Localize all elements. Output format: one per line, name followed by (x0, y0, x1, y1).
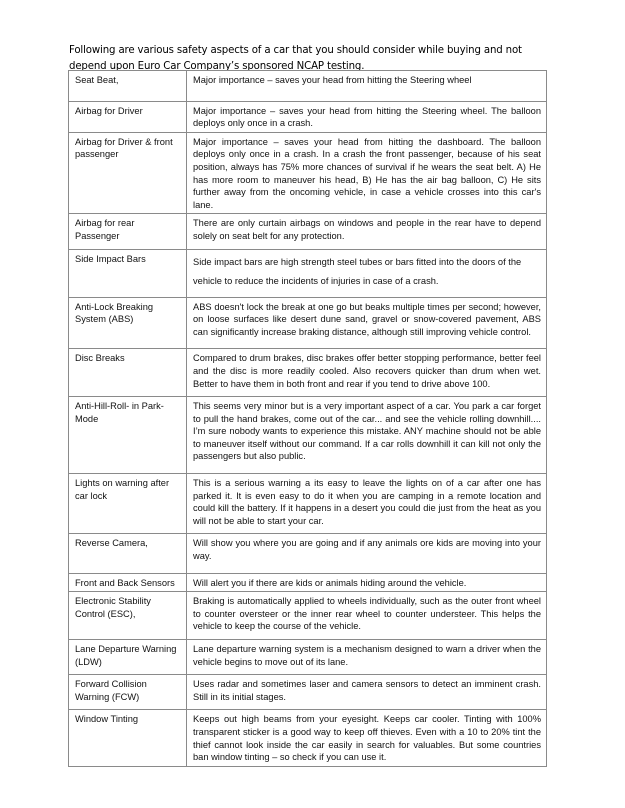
row-term: Seat Beat, (69, 71, 187, 102)
safety-aspects-table (68, 70, 547, 767)
table-row (69, 214, 547, 249)
row-term: Front and Back Sensors (69, 573, 187, 592)
row-description: Lane departure warning system is a mechanism designed to warn a driver when the vehicle begins to move out of its lane. (187, 640, 547, 675)
row-description: Compared to drum brakes, disc brakes offer better stopping performance, better feel and the disc is more readily cooled. Also recovers quicker than drum when wet. Better to have them in both front and rear if you tend to drive above 100. (187, 349, 547, 397)
row-term: Disc Breaks (69, 349, 187, 397)
row-description: This is a serious warning a its easy to leave the lights on of a car after one has parked it. It is even easy to do it when you are camping in a remote location and could kill the battery. If it happens in a desert you could die just from the heat as you will not be able to start your car. (187, 474, 547, 534)
row-term: Forward Collision Warning (FCW) (69, 675, 187, 710)
row-description: Will alert you if there are kids or animals hiding around the vehicle. (187, 573, 547, 592)
row-term: Airbag for Driver (69, 101, 187, 132)
table-row (69, 675, 547, 710)
row-description: ABS doesn't lock the break at one go but beaks multiple times per second; however, on loose surfaces like desert dune sand, gravel or snow-covered pavement, ABS can significantly increase braking distance, although still improving vehicle control. (187, 297, 547, 349)
row-description: Major importance – saves your head from hitting the Steering wheel (187, 71, 547, 102)
row-description: There are only curtain airbags on windows and people in the rear have to depend solely on seat belt for any protection. (187, 214, 547, 249)
table-row (69, 297, 547, 349)
table-row (69, 573, 547, 592)
row-term: Anti-Lock Breaking System (ABS) (69, 297, 187, 349)
row-term: Anti-Hill-Roll- in Park-Mode (69, 397, 187, 474)
row-term: Reverse Camera, (69, 534, 187, 573)
table-row (69, 640, 547, 675)
safety-table-wrapper (68, 70, 546, 767)
table-row (69, 397, 547, 474)
row-description: Braking is automatically applied to wheels individually, such as the outer front wheel to counter oversteer or the inner rear wheel to counter understeer. This helps the vehicle to keep the course of the vehicle. (187, 592, 547, 640)
intro-paragraph: Following are various safety aspects of a car that you should consider while buying and not depend upon Euro Car Company’s sponsored NCAP testing. (69, 45, 522, 72)
table-row (69, 132, 547, 214)
row-description: Major importance – saves your head from hitting the Steering wheel. The balloon deploys only once in a crash. (187, 101, 547, 132)
row-term: Airbag for Driver & front passenger (69, 132, 187, 214)
table-row (69, 592, 547, 640)
row-description: Will show you where you are going and if any animals ore kids are moving into your way. (187, 534, 547, 573)
row-description: Side impact bars are high strength steel tubes or bars fitted into the doors of the vehicle to reduce the incidents of injuries in case of a crash. (187, 249, 547, 297)
table-row (69, 249, 547, 297)
row-term: Window Tinting (69, 710, 187, 766)
table-row (69, 710, 547, 766)
table-row (69, 534, 547, 573)
row-term: Side Impact Bars (69, 249, 187, 297)
row-term: Lane Departure Warning (LDW) (69, 640, 187, 675)
table-row (69, 349, 547, 397)
row-term: Lights on warning after car lock (69, 474, 187, 534)
row-term: Airbag for rear Passenger (69, 214, 187, 249)
row-description: Keeps out high beams from your eyesight. Keeps car cooler. Tinting with 100% transparent sticker is a good way to keep off thieves. Even with a 10 to 20% tint the thief cannot look inside the car easily in search for valuables. But some countries ban window tinting – so check if you can use it. (187, 710, 547, 766)
row-description: Major importance – saves your head from hitting the dashboard. The balloon deploys only once in a crash. In a crash the front passenger, because of his seat position, always has 75% more chances of survival if he wears the seat belt. A) He has more room to maneuver his head, B) He has the air bag balloon, C) He sits further away from the oncoming vehicle, in case a vehicle crosses into this car's lane. (187, 132, 547, 214)
row-description: This seems very minor but is a very important aspect of a car. You park a car forget to pull the hand brakes, come out of the car... and see the vehicle rolling downhill.... I’m sure nobody wants to experience this mistake. ANY machine should not be able to maneuver itself without our command. If a car rolls downhill it can kill not only the passengers but also public. (187, 397, 547, 474)
table-row (69, 101, 547, 132)
row-description: Uses radar and sometimes laser and camera sensors to detect an imminent crash. Still in its initial stages. (187, 675, 547, 710)
table-row (69, 71, 547, 102)
row-term: Electronic Stability Control (ESC), (69, 592, 187, 640)
table-row (69, 474, 547, 534)
